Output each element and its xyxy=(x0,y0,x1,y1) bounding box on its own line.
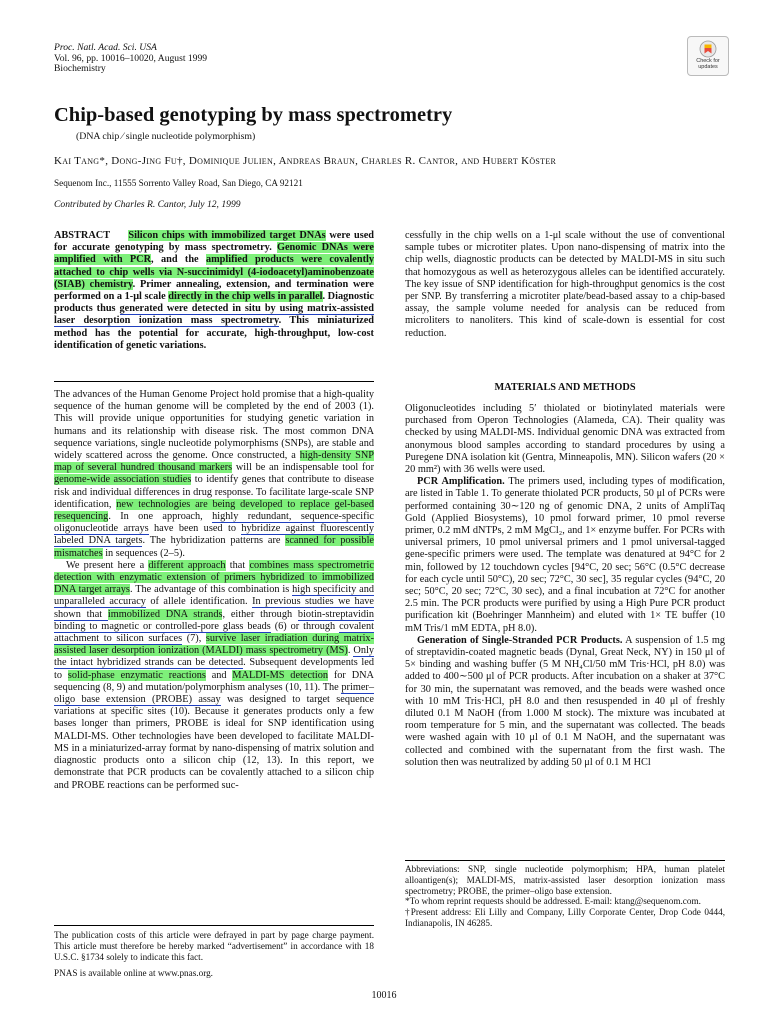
text-run: , either through xyxy=(222,608,298,620)
underlined-text: primer–oligo base extension (PROBE) assay xyxy=(54,681,374,706)
pcr-paragraph xyxy=(405,476,725,635)
text-run: . Subsequent developments led to xyxy=(54,657,374,681)
highlighted-text: genome-wide association studies xyxy=(54,474,192,486)
affiliation: Sequenom Inc., 11555 Sorrento Valley Road, San Diego, CA 92121 xyxy=(54,178,303,188)
abstract-text xyxy=(54,230,374,351)
underlined-text: high specificity and unparalleled accuracy xyxy=(54,584,375,608)
present-address-footnote: †Present address: Eli Lilly and Company, Lilly Corporate Center, Drop Code 0444, Indianapolis, IN 46285. xyxy=(405,907,725,928)
intro-paragraph-2 xyxy=(54,560,374,792)
highlighted-text: different approach xyxy=(148,559,226,571)
text-run: have been used to xyxy=(148,523,242,535)
text-run: . This miniaturized method has the potential for accurate, high-throughput, low-cost identification of genetic variations. xyxy=(54,315,374,351)
text-run: that xyxy=(225,559,250,571)
highlighted-text: Silicon chips with immobilized target DNAs xyxy=(128,230,326,241)
author-list: Kai Tang*, Dong-Jing Fu†, Dominique Julien, Andreas Braun, Charles R. Cantor, and Hubert Köster xyxy=(54,155,557,167)
correspondence-footnote: *To whom reprint requests should be addressed. E-mail: ktang@sequenom.com. xyxy=(405,896,701,907)
footnotes-right xyxy=(405,864,725,929)
single-strand-text: A suspension of 1.5 mg of streptavidin-coated magnetic beads (Dynal, Great Neck, NY) in 150 μl of 5× binding and washing buffer (5 M NH₄Cl/50 mM Tris·HCl, pH 8.0) was added to 400∼500 μl of PCR products. After incubation on a shaker at 37°C for 30 min, the supernatant was removed, and the beads were washed once with 10 mM Tris·HCl, pH 8.0 and then resuspended in 40 μl of freshly diluted 0.1 M NaOH (from 1.000 M stock). The mixture was incubated at room temperature for 5 min, and the supernatant was collected. The beads were washed again with 10 μl of 0.1 M NaOH, and the supernatant was collected and combined with the supernatant from the first wash. The solution then was neutralized by adding 50 μl of 0.1 M HCl xyxy=(405,634,725,768)
methods-paragraph-1: Oligonucleotides including 5′ thiolated or biotinylated materials were purchased from Operon Technologies (Alameda, CA). Their quality was checked by using MALDI-MS. Individual genomic DNA was extracted from anonymous blood samples according to standard procedures by using a Puregene DNA isolation kit (Gentra, Minneapolis, MN). Silicon wafers (20 × 20 mm²) with 36 wells were used. xyxy=(405,403,725,476)
highlighted-text: solid-phase enzymatic reactions xyxy=(67,669,206,681)
underlined-text: hybridize against fluorescently labeled DNA targets xyxy=(54,523,374,547)
journal-volume: Vol. 96, pp. 10016–10020, August 1999 xyxy=(54,52,208,64)
text-run: We present here a xyxy=(66,559,149,571)
check-for-updates-label: Check for updates xyxy=(696,58,720,70)
journal-name: Proc. Natl. Acad. Sci. USA xyxy=(54,42,157,53)
underlined-text: covalent attachment to silicon surfaces xyxy=(54,620,374,645)
pcr-text: The primers used, including types of modification, are listed in Table 1. To generate thiolated PCR products, 50 μl of PCRs were performed containing 30∼120 ng of genomic DNA, 2 units of AmpliTaq Gold (Applied Biosystems), 10 pmol forward primer, 10 pmol reverse primer, 0.2 mM dNTPs, 2 mM MgCl₂, and 1× enzyme buffer. For PCRs with universal primers, 10 pmol universal primers and 1 pmol universal-tagged gene-specific primers were used. The template was denatured at 94°C for 2 min, followed by 12 touchdown cycles [94°C, 20 sec; 56°C (0.5°C decrease for each cycle until 50°C), 20 sec; 72°C, 30 sec], 35 regular cycles (94°C, 20 sec; 50°C, 20 sec; 72°C, 30 sec), and a final incubation at 72°C for another 2.5 min. The PCR products were purified by using a High Pure PCR product purification kit (Boehringer Mannheim) and eluted with 1× TE buffer (10 mM Tris/1 mM EDTA, pH 8.0). xyxy=(405,476,725,634)
text-run: and xyxy=(205,669,233,681)
intro-paragraph-1 xyxy=(54,389,374,560)
text-run: . The advantage of this combination is xyxy=(129,584,293,596)
underlined-text: generated were detected in situ by using matrix-assisted laser desorption ionization mass spectrometry xyxy=(54,303,374,327)
contributed-by: Contributed by Charles R. Cantor, July 12, 1999 xyxy=(54,199,241,210)
text-run: to identify genes that contribute to disease risk and individual differences in drug response. To facilitate large-scale SNP identification, xyxy=(54,474,374,510)
abstract xyxy=(54,230,374,352)
underlined-text: Only the intact hybridized strands can be detected xyxy=(54,645,374,669)
paper-title: Chip-based genotyping by mass spectrometry xyxy=(54,104,453,126)
highlighted-text: Genomic DNAs were amplified with PCR xyxy=(54,242,375,266)
text-run: . Diagnostic products thus xyxy=(54,291,375,315)
underlined-text: biotin-streptavidin binding to magnetic or controlled-pore glass beads xyxy=(54,608,374,632)
intro-continuation: cessfully in the chip wells on a 1-μl scale without the use of conventional sample tubes or microtiter plates. Upon nano-dispensing of matrix into the chip wells, diagnostic products can be detected by MALDI-MS in situ such that homozygous as well as heterozygous alleles can be identified accurately. The key issue of SNP identification for high-throughput genomics is the cost per SNP. By transferring a microtiter plate/bead-based assay to a chip-based assay, the sample volume needed for analysis can be reduced from microliters to nanoliters. This kind of scale-down is essential for cost reduction. xyxy=(405,230,725,339)
text-run: of allele identification. xyxy=(145,596,253,608)
abbreviations-footnote: Abbreviations: SNP, single nucleotide polymorphism; HPA, human platelet alloantigen(s); MALDI-MS, matrix-assisted laser desorption ionization mass spectrometry; PROBE, the primer–oligo base extension. xyxy=(405,864,725,896)
bookmark-icon xyxy=(699,40,717,58)
highlighted-text: amplified products were covalently attached to chip wells via N-succinimidyl (4-iodoacetyl)aminobenzoate (SIAB) chemistry xyxy=(54,254,375,290)
section-heading-methods: MATERIALS AND METHODS xyxy=(494,382,636,393)
highlighted-text: high-density SNP map of several hundred thousand markers xyxy=(54,450,374,474)
footnote-divider-right xyxy=(405,860,725,861)
highlighted-text: scanned for possible mismatches xyxy=(54,535,374,559)
highlighted-text: new technologies are being developed to replace gel-based resequencing xyxy=(54,498,374,523)
text-run: will be an indispensable tool for xyxy=(232,462,375,474)
underlined-text: In previous studies we have shown that xyxy=(54,596,374,620)
single-strand-paragraph xyxy=(405,635,725,769)
text-run: for DNA sequencing (8, 9) and mutation/polymorphism analyses (10, 11). The xyxy=(54,669,374,693)
keywords: (DNA chip ⁄ single nucleotide polymorphism) xyxy=(76,131,256,142)
check-for-updates-badge[interactable] xyxy=(687,36,729,76)
text-run: in sequences (2–5). xyxy=(102,547,185,559)
footnotes-left xyxy=(54,930,374,979)
text-run: was designed to target sequence variations at specific sites (10). Because it generates products only a few bases longer than primers, PROBE is ideal for SNP identification using MALDI-MS. Other technologies have been developed to facilitate MALDI-MS in a miniaturized-array format by nano-dispensing of matrix solution and diagnostic products onto a silicon chip (12, 13). In this report, we demonstrate that PCR products can be covalently attached to a silicon chip and PROBE reactions can be performed suc- xyxy=(54,694,374,791)
abstract-divider xyxy=(54,381,374,382)
journal-header xyxy=(54,43,207,75)
methods-body xyxy=(405,403,725,769)
pnas-online-note: PNAS is available online at www.pnas.org. xyxy=(54,968,213,979)
text-run: , and the xyxy=(151,254,206,266)
text-run: The advances of the Human Genome Project hold promise that a high-quality sequence of the human genome will be completed by the end of 2003 (1). This will provide unique opportunities for studying genetic variation in humans and its relationship with disease risk. The most common DNA sequence variations, single nucleotide polymorphisms (SNPs), are stable and widely scattered across the genome. Once constructed, a xyxy=(54,389,374,462)
text-run: (6) or through xyxy=(270,620,340,632)
highlighted-text: directly in the chip wells in parallel xyxy=(168,291,323,303)
single-strand-run-in-heading: Generation of Single-Stranded PCR Products. xyxy=(417,634,623,646)
text-run: . xyxy=(347,645,354,657)
highlighted-text: immobilized DNA strands xyxy=(107,608,223,620)
highlighted-text: combines mass spectrometric detection with enzymatic extension of primers hybridized to immobilized DNA target arrays xyxy=(54,559,374,596)
footnote-divider-left xyxy=(54,925,374,926)
introduction xyxy=(54,389,374,792)
underlined-text: highly redundant, sequence-specific oligonucleotide arrays xyxy=(54,511,375,535)
abstract-label: ABSTRACT xyxy=(54,230,111,241)
pcr-run-in-heading: PCR Amplification. xyxy=(417,476,505,488)
text-run: . In one approach, xyxy=(108,511,213,523)
highlighted-text: MALDI-MS detection xyxy=(232,669,329,681)
right-column-continuation xyxy=(405,230,725,340)
text-run: (7), xyxy=(182,633,206,645)
text-run: were used for accurate genotyping by mass spectrometry. xyxy=(54,230,375,254)
text-run: . The hybridization patterns are xyxy=(142,535,286,547)
text-run: . Primer annealing, extension, and termination were performed on a 1-μl scale xyxy=(54,278,374,303)
page-number: 10016 xyxy=(371,990,397,1001)
journal-section: Biochemistry xyxy=(54,63,106,75)
publication-cost-note: The publication costs of this article were defrayed in part by page charge payment. This article must therefore be hereby marked “advertisement” in accordance with 18 U.S.C. §1734 solely to indicate this fact. xyxy=(54,930,374,962)
highlighted-text: survive laser irradiation during matrix-assisted laser desorption ionization (MALDI) mass spectrometry (MS) xyxy=(54,633,375,657)
